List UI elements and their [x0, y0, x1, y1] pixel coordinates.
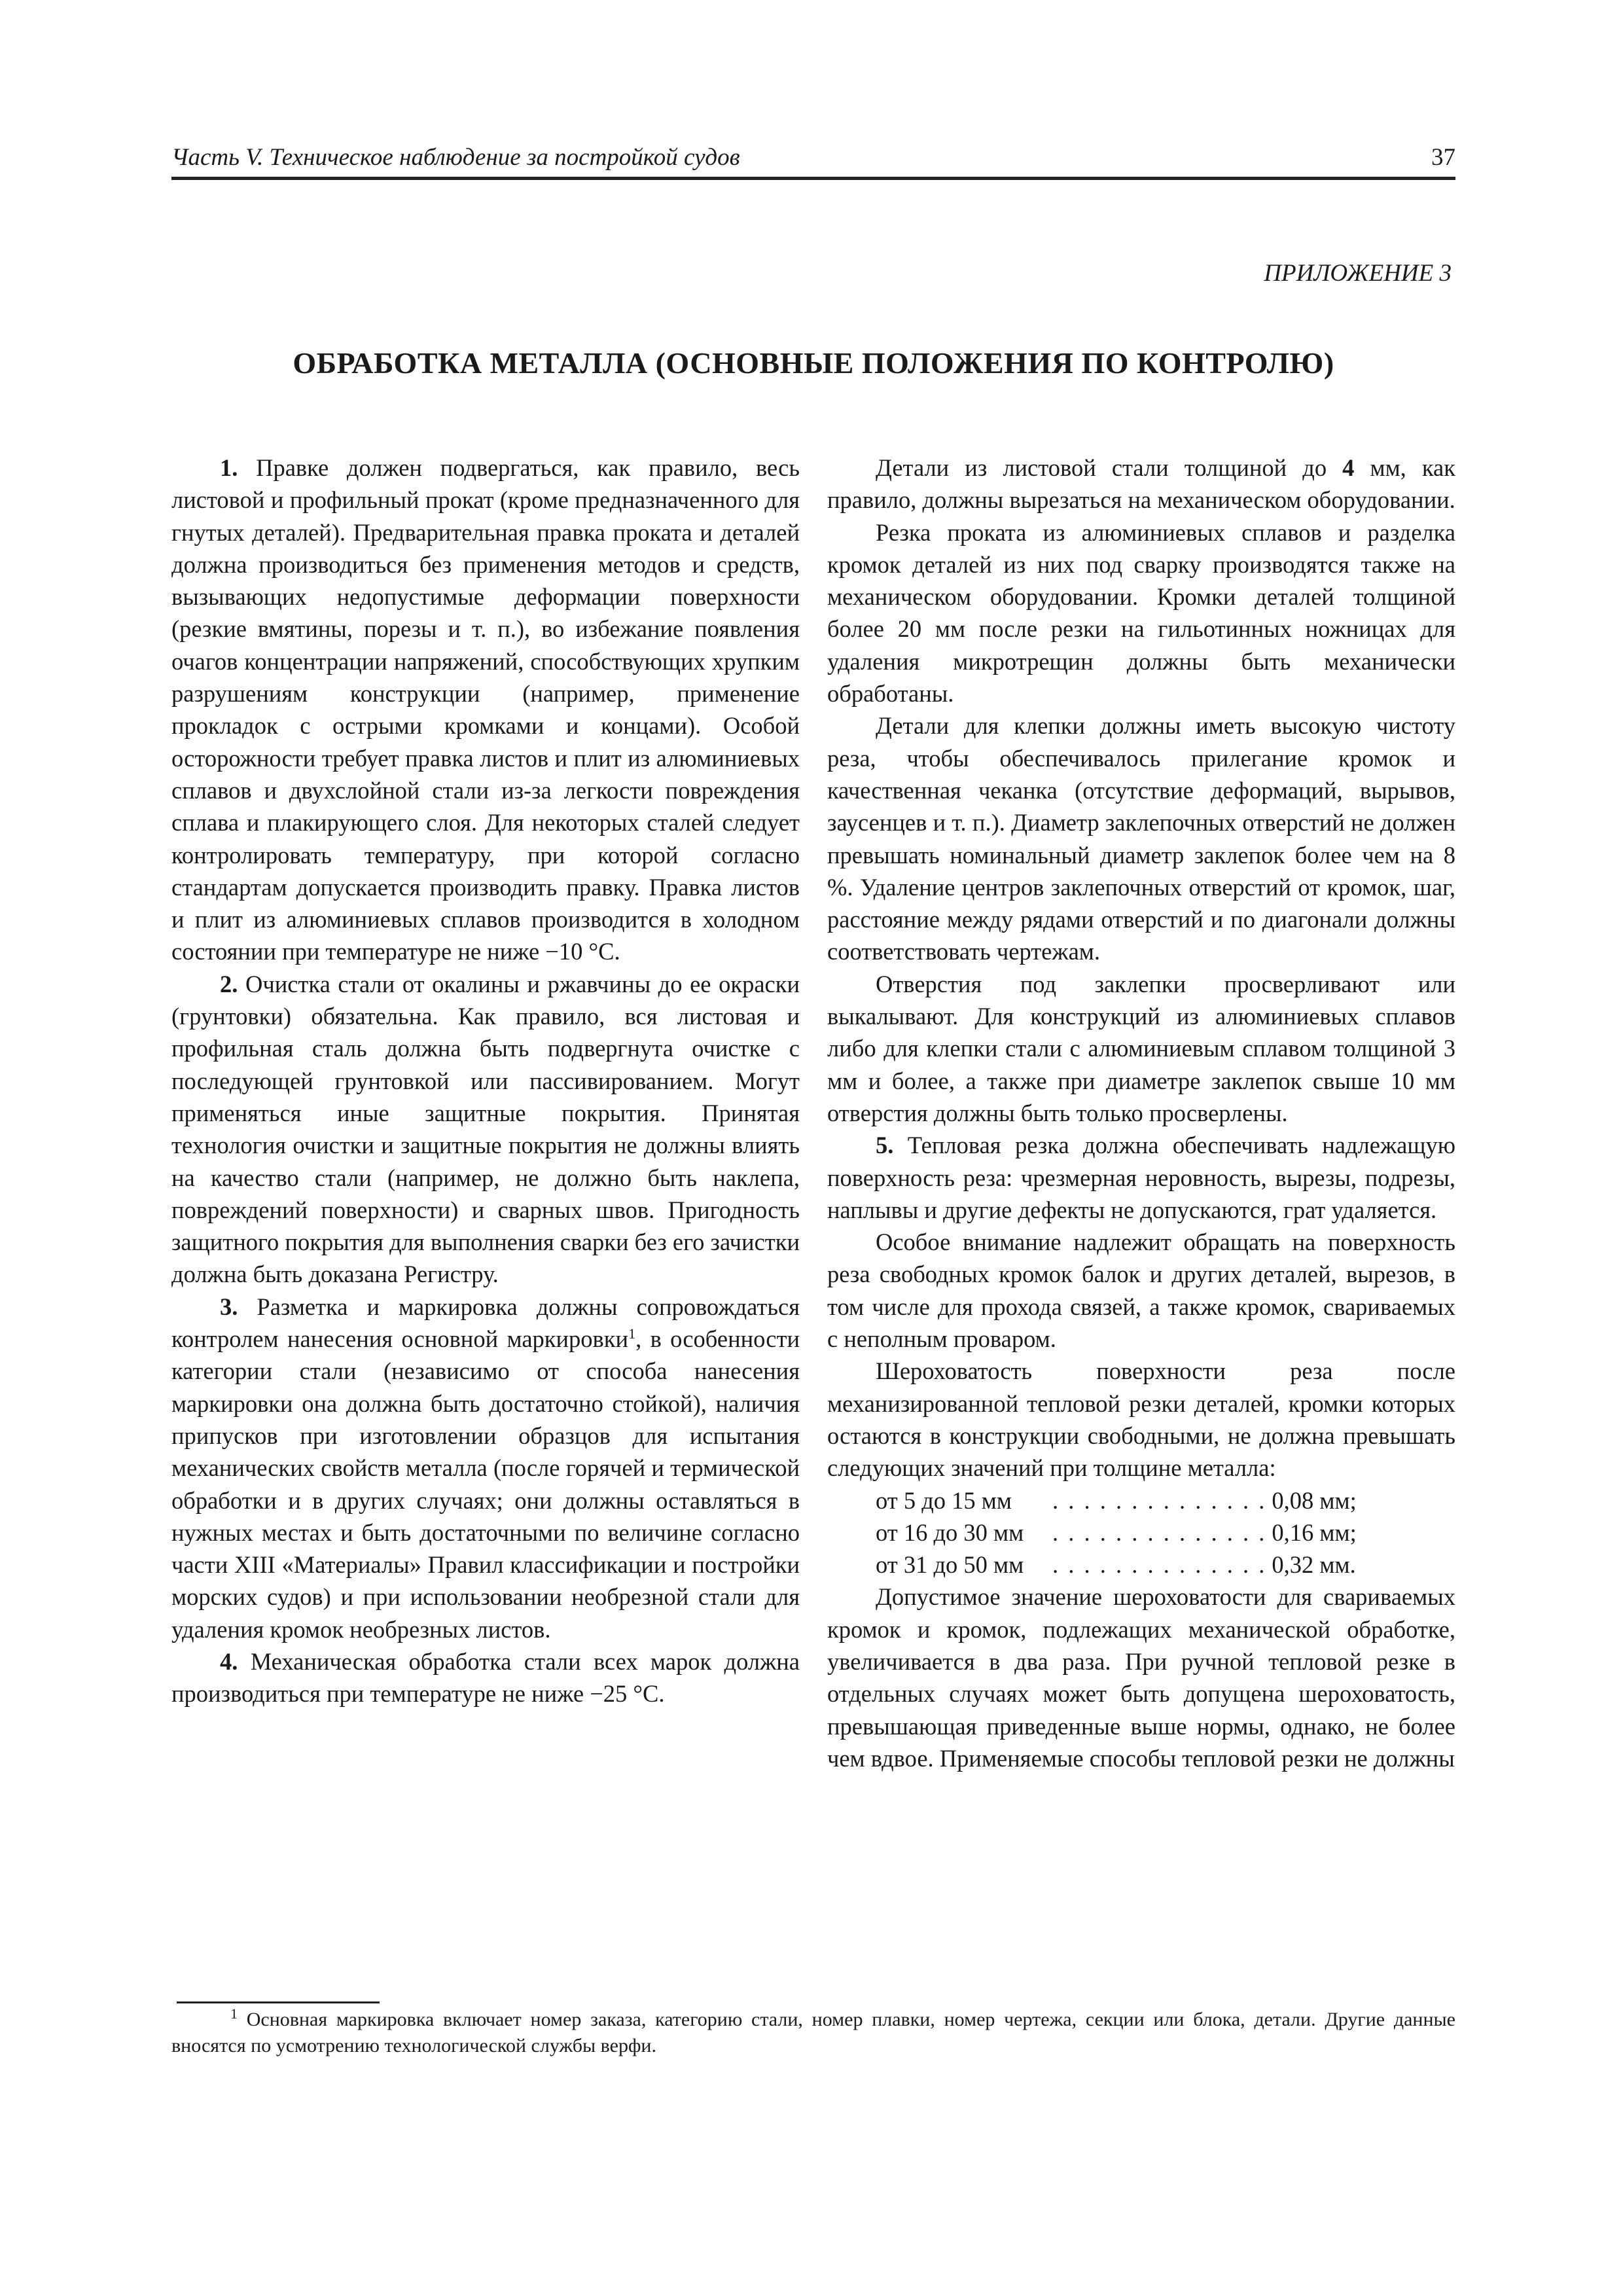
paragraph-text: Правке должен подвергаться, как правило, весь листовой и профильный прокат (кроме предназначенного для гнутых деталей). Предварительная правка проката и деталей должна производиться без применения методов и средств, вызывающих недопустимые деформации поверхности (резкие вмятины, порезы и т. п.), во избежание появления очагов концентрации напряжений, способствующих хрупким разрушениям конструкции (например, применение прокладок с острыми кромками и концами). Особой осторожности требует правка листов и плит из алюминиевых сплавов и двухслойной стали из-за легкости повреждения сплава и плакирующего слоя. Для некоторых сталей следует контролировать температуру, при которой согласно стандартам допускается производить правку. Правка листов и плит из алюминиевых сплавов производится в холодном состоянии при температуре не ниже −10 °С. — [171, 454, 800, 965]
footnote-text: Основная маркировка включает номер заказа, категорию стали, номер плавки, номер чертежа, секции или блока, детали. Другие данные вносятся по усмотрению технологической службы верфи. — [171, 2009, 1456, 2056]
appendix-label: ПРИЛОЖЕНИЕ 3 — [1264, 260, 1452, 287]
paragraph-number: 5. — [876, 1132, 894, 1159]
right-column — [827, 452, 1455, 1774]
bold-number: 4 — [1342, 454, 1355, 481]
page-title: ОБРАБОТКА МЕТАЛЛА (ОСНОВНЫЕ ПОЛОЖЕНИЯ ПО КОНТРОЛЮ) — [293, 346, 1334, 380]
leader-dots: . . . . . . . . . . . . . . — [1052, 1551, 1267, 1579]
paragraph-r1 — [827, 452, 1455, 516]
roughness-value: 0,16 мм; — [1272, 1518, 1357, 1546]
paragraph-text: Очистка стали от окалины и ржавчины до ее окраски (грунтовки) обязательна. Как правило, вся листовая и профильная сталь должна быть подвергнута очистке с последующей грунтовкой или пассивированием. Могут применяться иные защитные покрытия. Принятая технология очистки и защитные покрытия не должны влиять на качество стали (например, не должно быть наклепа, повреждений поверхности) и сварных швов. Пригодность защитного покрытия для выполнения сварки без его зачистки должна быть доказана Регистру. — [171, 970, 800, 1288]
paragraph-text: Тепловая резка должна обеспечивать надлежащую поверхность реза: чрезмерная неровность, вырезы, подрезы, наплывы и другие дефекты не допускаются, грат удаляется. — [827, 1132, 1456, 1223]
thickness-range: от 5 до 15 мм — [876, 1486, 1012, 1514]
paragraph-2 — [171, 968, 800, 1291]
roughness-row — [876, 1549, 1455, 1581]
paragraph-r7: Шероховатость поверхности реза после механизированной тепловой резки деталей, кромки которых остаются в конструкции свободными, не должна превышать следующих значений при толщине металла: — [827, 1357, 1455, 1482]
paragraph-number: 2. — [220, 970, 238, 997]
paragraph-number: 1. — [220, 454, 238, 481]
footnote-ref[interactable]: 1 — [628, 1325, 636, 1342]
paragraph-3 — [171, 1291, 800, 1645]
paragraph-text: Разметка и маркировка должны сопровождаться контролем нанесения основной маркировки — [171, 1293, 800, 1353]
roughness-row — [876, 1516, 1455, 1549]
footnote — [171, 2007, 1455, 2059]
running-title: Часть V. Техническое наблюдение за постройкой судов — [171, 144, 740, 171]
left-column — [171, 452, 800, 1710]
roughness-value: 0,08 мм; — [1272, 1486, 1357, 1514]
roughness-value: 0,32 мм. — [1272, 1551, 1356, 1579]
paragraph-number: 4. — [220, 1647, 238, 1675]
paragraph-text: мм, как правило, должны вырезаться на механическом оборудовании. — [827, 454, 1455, 514]
paragraph-text: , в особенности категории стали (независимо от способа нанесения маркировки она должна быть достаточно стойкой), наличия припусков при изготовлении образцов для испытания механических свойств металла (после горячей и термической обработки и в других случаях; они должны оставляться в нужных местах и быть достаточными по величине согласно части XIII «Материалы» Правил классификации и постройки морских судов) и при использовании необрезной стали для удаления кромок необрезных листов. — [171, 1325, 800, 1643]
paragraph-4 — [171, 1645, 800, 1710]
page-number: 37 — [1431, 144, 1455, 171]
leader-dots: . . . . . . . . . . . . . . — [1052, 1518, 1267, 1546]
paragraph-5 — [827, 1129, 1455, 1226]
paragraph-number: 3. — [220, 1293, 238, 1320]
paragraph-text: Детали из листовой стали толщиной до — [876, 454, 1343, 481]
paragraph-r6: Особое внимание надлежит обращать на поверхность реза свободных кромок балок и других деталей, вырезов, в том числе для прохода связей, а также кромок, свариваемых с неполным проваром. — [827, 1229, 1455, 1353]
roughness-row — [876, 1484, 1455, 1516]
paragraph-1 — [171, 452, 800, 968]
paragraph-text: Механическая обработка стали всех марок должна производиться при температуре не ниже −25 °С. — [171, 1647, 800, 1708]
thickness-range: от 31 до 50 мм — [876, 1551, 1024, 1579]
thickness-range: от 16 до 30 мм — [876, 1518, 1024, 1546]
paragraph-r4: Отверстия под заклепки просверливают или выкалывают. Для конструкций из алюминиевых сплавов либо для клепки стали с алюминиевым сплавом толщиной 3 мм и более, а также при диаметре заклепок свыше 10 мм отверстия должны быть только просверлены. — [827, 970, 1455, 1126]
running-header — [171, 145, 1455, 180]
paragraph-r2: Резка проката из алюминиевых сплавов и разделка кромок деталей из них под сварку производятся также на механическом оборудовании. Кромки деталей толщиной более 20 мм после резки на гильотинных ножницах для удаления микротрещин должны быть механически обработаны. — [827, 518, 1455, 708]
footnote-marker: 1 — [230, 2005, 238, 2022]
footnote-separator — [177, 2001, 380, 2003]
roughness-list — [827, 1484, 1455, 1581]
leader-dots: . . . . . . . . . . . . . . — [1052, 1486, 1267, 1514]
paragraph-r8: Допустимое значение шероховатости для свариваемых кромок и кромок, подлежащих механической обработке, увеличивается в два раза. При ручной тепловой резке в отдельных случаях может быть допущена шероховатость, превышающая приведенные выше нормы, однако, не более чем вдвое. Применяемые способы тепловой резки не должны — [827, 1583, 1455, 1772]
paragraph-r3: Детали для клепки должны иметь высокую чистоту реза, чтобы обеспечивалось прилегание кромок и качественная чеканка (отсутствие деформаций, вырывов, заусенцев и т. п.). Диаметр заклепочных отверстий не должен превышать номинальный диаметр заклепок более чем на 8 %. Удаление центров заклепочных отверстий от кромок, шаг, расстояние между рядами отверстий и по диагонали должны соответствовать чертежам. — [827, 712, 1455, 965]
